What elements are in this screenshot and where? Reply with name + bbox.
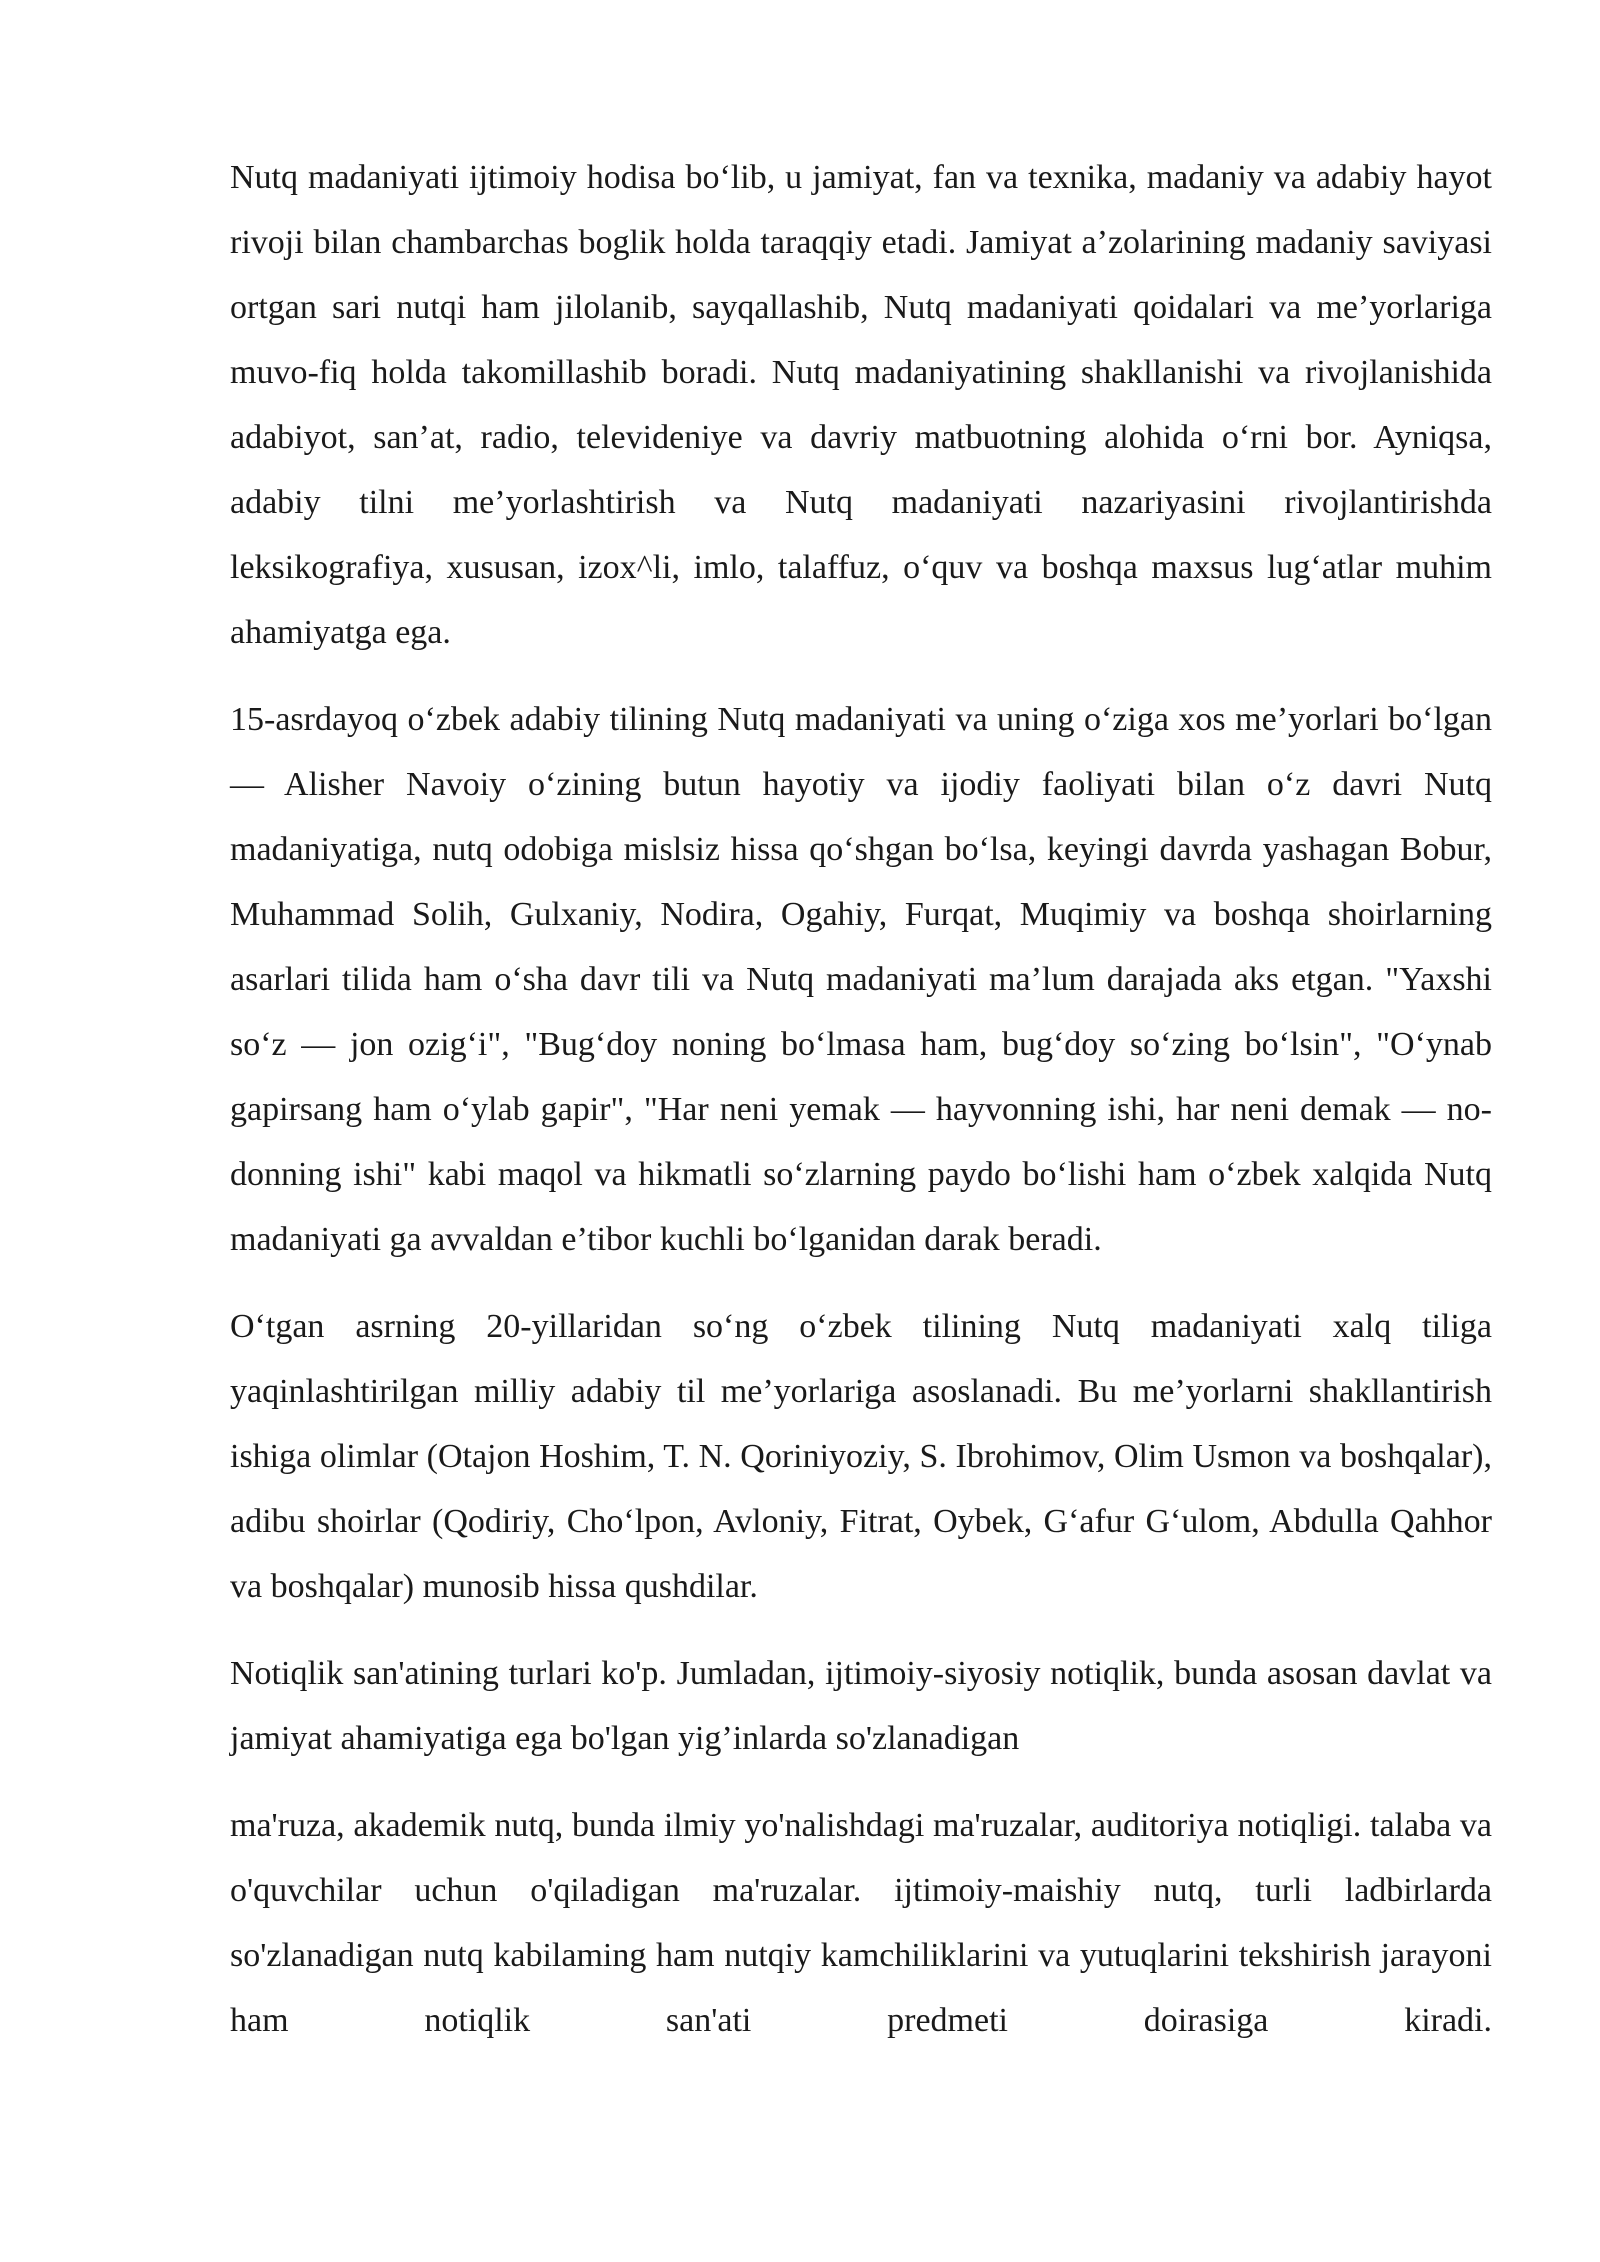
paragraph-20th-century: O‘tgan asrning 20-yillaridan so‘ng o‘zbek tilining Nutq madaniyati xalq tiliga yaqinlashtirilgan milliy adabiy til me’yorlariga asoslanadi. Bu me’yorlarni shakllantirish ishiga olimlar (Otajon Hoshim, T. N. Qoriniyoziy, S. Ibrohimov, Olim Usmon va boshqalar), adibu shoirlar (Qodiriy, Cho‘lpon, Avloniy, Fitrat, Oybek, G‘afur G‘ulom, Abdulla Qahhor va boshqalar) munosib hissa qushdilar. bbox=[230, 1308, 1492, 1605]
paragraph-lecture-types: ma'ruza, akademik nutq, bunda ilmiy yo'nalishdagi ma'ruzalar, auditoriya notiqligi. talaba va o'quvchilar uchun o'qiladigan ma'ruzalar. ijtimoiy-maishiy nutq, turli ladbirlarda so'zlanadigan nutq kabilaming ham nutqiy kamchiliklarini va yutuqlarini tekshirish jarayoni ham notiqlik san'ati predmeti doirasiga kiradi. bbox=[230, 1807, 1492, 2039]
paragraph-oratory-types: Notiqlik san'atining turlari ko'p. Jumladan, ijtimoiy-siyosiy notiqlik, bunda asosan davlat va jamiyat ahamiyatiga ega bo'lgan yig’inlarda so'zlanadigan bbox=[230, 1655, 1492, 1757]
paragraph-navoiy-history: 15-asrdayoq o‘zbek adabiy tilining Nutq madaniyati va uning o‘ziga xos me’yorlari bo‘lgan — Alisher Navoiy o‘zining butun hayotiy va ijodiy faoliyati bilan o‘z davri Nutq madaniyatiga, nutq odobiga mislsiz hissa qo‘shgan bo‘lsa, keyingi davrda yashagan Bobur, Muhammad Solih, Gulxaniy, Nodira, Ogahiy, Furqat, Muqimiy va boshqa shoirlarning asarlari tilida ham o‘sha davr tili va Nutq madaniyati ma’lum darajada aks etgan. "Yaxshi so‘z — jon ozig‘i", "Bug‘doy noning bo‘lmasa ham, bug‘doy so‘zing bo‘lsin", "O‘ynab gapirsang ham o‘ylab gapir", "Har neni yemak — hayvonning ishi, har neni demak — no-donning ishi" kabi maqol va hikmatli so‘zlarning paydo bo‘lishi ham o‘zbek xalqida Nutq madaniyati ga avvaldan e’tibor kuchli bo‘lganidan darak beradi. bbox=[230, 701, 1492, 1258]
paragraph-speech-culture-intro: Nutq madaniyati ijtimoiy hodisa bo‘lib, u jamiyat, fan va texnika, madaniy va adabiy hayot rivoji bilan chambarchas boglik holda taraqqiy etadi. Jamiyat a’zolarining madaniy saviyasi ortgan sari nutqi ham jilolanib, sayqallashib, Nutq madaniyati qoidalari va me’yorlariga muvo-fiq holda takomillashib boradi. Nutq madaniyatining shakllanishi va rivojlanishida adabiyot, san’at, radio, televideniye va davriy matbuotning alohida o‘rni bor. Ayniqsa, adabiy tilni me’yorlashtirish va Nutq madaniyati nazariyasini rivojlantirishda leksikografiya, xususan, izox^li, imlo, talaffuz, o‘quv va boshqa maxsus lug‘atlar muhim ahamiyatga ega. bbox=[230, 159, 1492, 651]
document-page bbox=[230, 145, 1492, 2075]
